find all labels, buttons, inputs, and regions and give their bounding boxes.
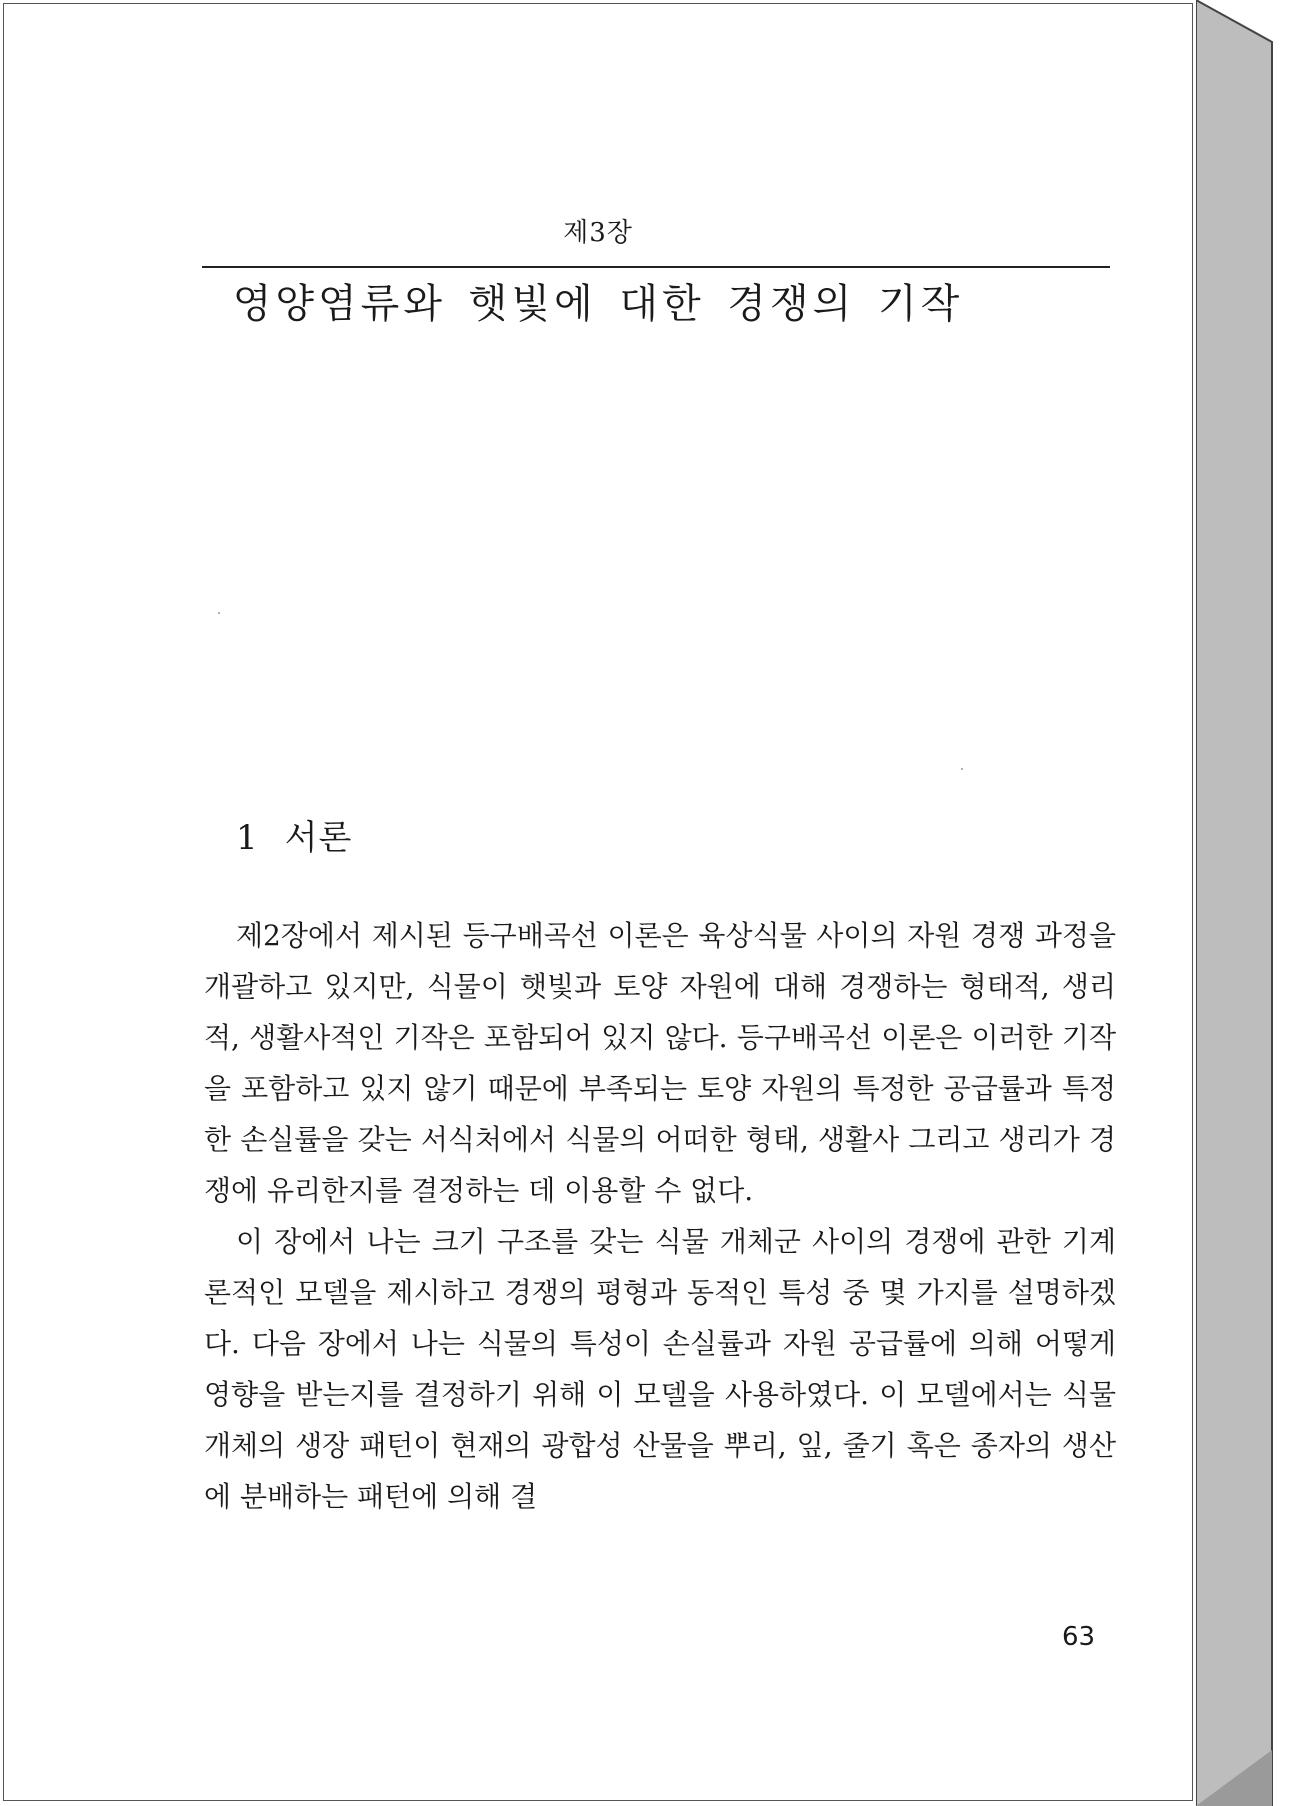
- book-spine-edge: [1196, 0, 1291, 1806]
- section-number: 1: [236, 818, 259, 858]
- chapter-title: 영양염류와 햇빛에 대한 경쟁의 기작: [232, 281, 964, 327]
- chapter-divider: [202, 266, 1110, 268]
- body-text: [204, 910, 1116, 1522]
- scan-speck: [218, 612, 220, 614]
- chapter-label: 제3장: [563, 218, 633, 248]
- scan-speck: [961, 768, 963, 770]
- book-page: [3, 3, 1193, 1801]
- page-number: 63: [1062, 1622, 1096, 1652]
- paragraph: 제2장에서 제시된 등구배곡선 이론은 육상식물 사이의 자원 경쟁 과정을 개괄하고 있지만, 식물이 햇빛과 토양 자원에 대해 경쟁하는 형태적, 생리적, 생활사적인 기작은 포함되어 있지 않다. 등구배곡선 이론은 이러한 기작을 포함하고 있지 않기 때문에 부족되는 토양 자원의 특정한 공급률과 특정한 손실률을 갖는 서식처에서 식물의 어떠한 형태, 생활사 그리고 생리가 경쟁에 유리한지를 결정하는 데 이용할 수 없다.: [204, 919, 1116, 1207]
- section-title: 서론: [284, 818, 353, 858]
- paragraph: 이 장에서 나는 크기 구조를 갖는 식물 개체군 사이의 경쟁에 관한 기계론적인 모델을 제시하고 경쟁의 평형과 동적인 특성 중 몇 가지를 설명하겠다. 다음 장에서 나는 식물의 특성이 손실률과 자원 공급률에 의해 어떻게 영향을 받는지를 결정하기 위해 이 모델을 사용하였다. 이 모델에서는 식물 개체의 생장 패턴이 현재의 광합성 산물을 뿌리, 잎, 줄기 혹은 종자의 생산에 분배하는 패턴에 의해 결: [204, 1225, 1116, 1513]
- section-heading: [236, 810, 352, 859]
